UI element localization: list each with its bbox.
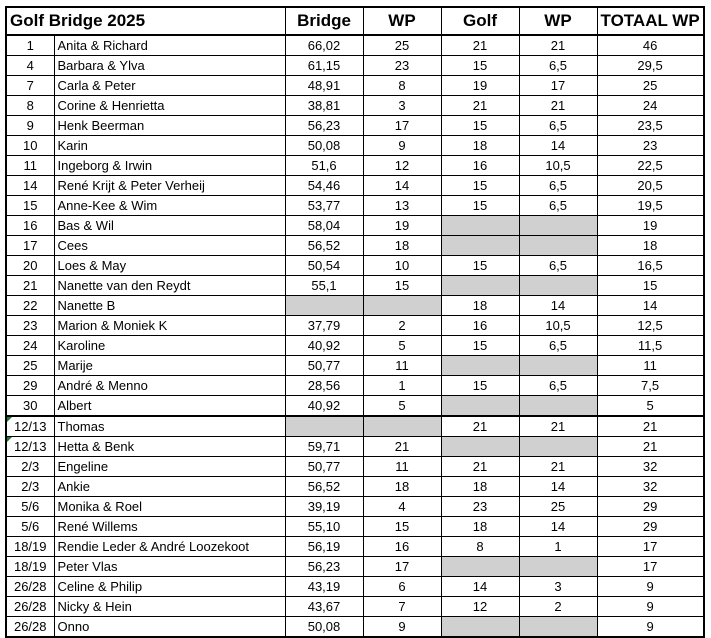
bridge-wp-cell[interactable]: 9 <box>363 617 441 638</box>
golf-cell[interactable]: 23 <box>441 497 519 517</box>
golf-wp-cell[interactable]: 1 <box>519 537 597 557</box>
bridge-cell[interactable]: 43,19 <box>285 577 363 597</box>
rank-cell[interactable]: 21 <box>6 276 54 296</box>
golf-wp-cell[interactable]: 6,5 <box>519 336 597 356</box>
rank-cell[interactable]: 29 <box>6 376 54 396</box>
golf-cell[interactable]: 21 <box>441 35 519 56</box>
bridge-wp-cell[interactable]: 6 <box>363 577 441 597</box>
total-wp-cell[interactable]: 19,5 <box>597 196 704 216</box>
golf-cell[interactable]: 16 <box>441 156 519 176</box>
bridge-wp-cell[interactable]: 3 <box>363 96 441 116</box>
bridge-cell[interactable]: 50,77 <box>285 457 363 477</box>
bridge-wp-cell[interactable]: 15 <box>363 517 441 537</box>
golf-cell[interactable] <box>441 617 519 638</box>
table-row <box>6 557 704 577</box>
name-cell[interactable]: Karin <box>54 136 285 156</box>
bridge-cell[interactable]: 40,92 <box>285 396 363 417</box>
golf-wp-cell[interactable]: 3 <box>519 577 597 597</box>
golf-wp-cell[interactable]: 10,5 <box>519 156 597 176</box>
total-wp-cell[interactable]: 12,5 <box>597 316 704 336</box>
golf-cell[interactable]: 19 <box>441 76 519 96</box>
bridge-wp-cell[interactable]: 13 <box>363 196 441 216</box>
table-row <box>6 356 704 376</box>
total-wp-cell[interactable]: 19 <box>597 216 704 236</box>
bridge-cell[interactable]: 43,67 <box>285 597 363 617</box>
name-cell[interactable]: Albert <box>54 396 285 417</box>
golf-wp-cell[interactable]: 14 <box>519 517 597 537</box>
rank-cell[interactable]: 17 <box>6 236 54 256</box>
bridge-wp-cell[interactable] <box>363 416 441 437</box>
bridge-cell[interactable]: 50,77 <box>285 356 363 376</box>
bridge-cell[interactable]: 56,52 <box>285 236 363 256</box>
golf-cell[interactable]: 15 <box>441 196 519 216</box>
golf-cell[interactable]: 15 <box>441 116 519 136</box>
table-row <box>6 156 704 176</box>
rank-cell[interactable]: 9 <box>6 116 54 136</box>
rank-cell[interactable]: 16 <box>6 216 54 236</box>
golf-wp-cell[interactable]: 6,5 <box>519 196 597 216</box>
table-row <box>6 376 704 396</box>
rank-cell[interactable]: 11 <box>6 156 54 176</box>
golf-wp-cell[interactable] <box>519 216 597 236</box>
total-wp-cell[interactable]: 25 <box>597 76 704 96</box>
bridge-cell[interactable]: 50,54 <box>285 256 363 276</box>
name-cell[interactable]: Bas & Wil <box>54 216 285 236</box>
total-wp-cell[interactable]: 32 <box>597 477 704 497</box>
bridge-cell[interactable]: 50,08 <box>285 136 363 156</box>
rank-cell[interactable]: 24 <box>6 336 54 356</box>
name-cell[interactable]: Henk Beerman <box>54 116 285 136</box>
name-cell[interactable]: René Willems <box>54 517 285 537</box>
name-cell[interactable]: Cees <box>54 236 285 256</box>
golf-cell[interactable] <box>441 356 519 376</box>
table-row <box>6 136 704 156</box>
rank-cell[interactable]: 26/28 <box>6 577 54 597</box>
bridge-cell[interactable]: 53,77 <box>285 196 363 216</box>
name-cell[interactable]: Anita & Richard <box>54 35 285 56</box>
total-wp-cell[interactable]: 11 <box>597 356 704 376</box>
rank-cell[interactable]: 26/28 <box>6 597 54 617</box>
table-row <box>6 256 704 276</box>
rank-cell[interactable]: 18/19 <box>6 537 54 557</box>
golf-wp-cell[interactable]: 6,5 <box>519 376 597 396</box>
table-row <box>6 517 704 537</box>
bridge-wp-cell[interactable]: 16 <box>363 537 441 557</box>
table-row <box>6 597 704 617</box>
total-wp-cell[interactable]: 20,5 <box>597 176 704 196</box>
total-wp-cell[interactable]: 9 <box>597 577 704 597</box>
bridge-cell[interactable]: 38,81 <box>285 96 363 116</box>
rank-cell[interactable]: 5/6 <box>6 497 54 517</box>
total-wp-cell[interactable]: 11,5 <box>597 336 704 356</box>
bridge-wp-cell[interactable]: 14 <box>363 176 441 196</box>
golf-wp-cell[interactable] <box>519 236 597 256</box>
name-cell[interactable]: Marion & Moniek K <box>54 316 285 336</box>
total-wp-cell[interactable]: 9 <box>597 597 704 617</box>
bridge-cell[interactable]: 58,04 <box>285 216 363 236</box>
bridge-cell[interactable]: 37,79 <box>285 316 363 336</box>
golf-cell[interactable]: 15 <box>441 256 519 276</box>
bridge-cell[interactable]: 55,10 <box>285 517 363 537</box>
table-row <box>6 336 704 356</box>
name-cell[interactable]: Corine & Henrietta <box>54 96 285 116</box>
bridge-cell[interactable]: 48,91 <box>285 76 363 96</box>
total-wp-cell[interactable]: 21 <box>597 416 704 437</box>
header-total-wp[interactable]: TOTAAL WP <box>597 7 704 35</box>
table-row <box>6 216 704 236</box>
rank-cell[interactable]: 14 <box>6 176 54 196</box>
rank-text: 12/13 <box>13 419 47 434</box>
golf-cell[interactable]: 15 <box>441 336 519 356</box>
rank-cell[interactable]: 15 <box>6 196 54 216</box>
golf-wp-cell[interactable]: 14 <box>519 136 597 156</box>
bridge-wp-cell[interactable]: 18 <box>363 236 441 256</box>
total-wp-cell[interactable]: 5 <box>597 396 704 417</box>
name-cell[interactable]: Thomas <box>54 416 285 437</box>
name-cell[interactable]: Marije <box>54 356 285 376</box>
total-wp-cell[interactable]: 17 <box>597 537 704 557</box>
bridge-wp-cell[interactable]: 12 <box>363 156 441 176</box>
total-wp-cell[interactable]: 7,5 <box>597 376 704 396</box>
golf-wp-cell[interactable]: 25 <box>519 497 597 517</box>
header-golf-wp[interactable]: WP <box>519 7 597 35</box>
bridge-cell[interactable]: 61,15 <box>285 56 363 76</box>
golf-wp-cell[interactable]: 14 <box>519 477 597 497</box>
total-wp-cell[interactable]: 23,5 <box>597 116 704 136</box>
name-cell[interactable]: Ankie <box>54 477 285 497</box>
golf-cell[interactable]: 18 <box>441 477 519 497</box>
error-marker-icon <box>7 417 12 422</box>
bridge-cell[interactable]: 56,23 <box>285 557 363 577</box>
rank-cell[interactable]: 18/19 <box>6 557 54 577</box>
bridge-wp-cell[interactable]: 21 <box>363 437 441 457</box>
table-row <box>6 236 704 256</box>
golf-wp-cell[interactable]: 6,5 <box>519 256 597 276</box>
table-row <box>6 276 704 296</box>
total-wp-cell[interactable]: 14 <box>597 296 704 316</box>
table-row <box>6 296 704 316</box>
golf-wp-cell[interactable]: 21 <box>519 35 597 56</box>
bridge-cell[interactable]: 51,6 <box>285 156 363 176</box>
table-row <box>6 416 704 437</box>
golf-wp-cell[interactable]: 6,5 <box>519 116 597 136</box>
table-row <box>6 537 704 557</box>
golf-cell[interactable]: 15 <box>441 176 519 196</box>
name-cell[interactable]: René Krijt & Peter Verheij <box>54 176 285 196</box>
golf-cell[interactable]: 18 <box>441 136 519 156</box>
golf-cell[interactable]: 16 <box>441 316 519 336</box>
bridge-cell[interactable]: 59,71 <box>285 437 363 457</box>
name-cell[interactable]: Rendie Leder & André Loozekoot <box>54 537 285 557</box>
bridge-cell[interactable]: 55,1 <box>285 276 363 296</box>
error-marker-icon <box>7 437 12 442</box>
table-row <box>6 196 704 216</box>
total-wp-cell[interactable]: 29,5 <box>597 56 704 76</box>
total-wp-cell[interactable]: 29 <box>597 497 704 517</box>
bridge-wp-cell[interactable]: 23 <box>363 56 441 76</box>
rank-cell[interactable]: 8 <box>6 96 54 116</box>
name-cell[interactable]: André & Menno <box>54 376 285 396</box>
bridge-wp-cell[interactable]: 2 <box>363 316 441 336</box>
bridge-cell[interactable]: 50,08 <box>285 617 363 638</box>
bridge-cell[interactable]: 66,02 <box>285 35 363 56</box>
bridge-wp-cell[interactable]: 25 <box>363 35 441 56</box>
bridge-wp-cell[interactable]: 17 <box>363 557 441 577</box>
rank-cell[interactable]: 26/28 <box>6 617 54 638</box>
rank-cell[interactable]: 7 <box>6 76 54 96</box>
total-wp-cell[interactable]: 29 <box>597 517 704 537</box>
total-wp-cell[interactable]: 17 <box>597 557 704 577</box>
name-cell[interactable]: Peter Vlas <box>54 557 285 577</box>
rank-text: 12/13 <box>13 439 47 454</box>
golf-wp-cell[interactable]: 6,5 <box>519 176 597 196</box>
bridge-cell[interactable]: 56,23 <box>285 116 363 136</box>
golf-wp-cell[interactable]: 17 <box>519 76 597 96</box>
table-row <box>6 96 704 116</box>
golf-cell[interactable] <box>441 396 519 417</box>
name-cell[interactable]: Engeline <box>54 457 285 477</box>
rank-cell[interactable]: 2/3 <box>6 477 54 497</box>
name-cell[interactable]: Celine & Philip <box>54 577 285 597</box>
table-row <box>6 316 704 336</box>
bridge-cell[interactable] <box>285 296 363 316</box>
name-cell[interactable]: Nicky & Hein <box>54 597 285 617</box>
rank-cell[interactable]: 5/6 <box>6 517 54 537</box>
golf-cell[interactable] <box>441 276 519 296</box>
name-cell[interactable]: Barbara & Ylva <box>54 56 285 76</box>
table-row <box>6 35 704 56</box>
bridge-wp-cell[interactable]: 15 <box>363 276 441 296</box>
rank-cell[interactable]: 25 <box>6 356 54 376</box>
golf-wp-cell[interactable]: 21 <box>519 96 597 116</box>
header-row <box>6 7 704 35</box>
header-bridge[interactable]: Bridge <box>285 7 363 35</box>
golf-bridge-table <box>5 6 705 638</box>
golf-wp-cell[interactable]: 14 <box>519 296 597 316</box>
bridge-wp-cell[interactable]: 5 <box>363 396 441 417</box>
header-golf[interactable]: Golf <box>441 7 519 35</box>
total-wp-cell[interactable]: 18 <box>597 236 704 256</box>
table-row <box>6 56 704 76</box>
name-cell[interactable]: Onno <box>54 617 285 638</box>
bridge-cell[interactable]: 54,46 <box>285 176 363 196</box>
bridge-wp-cell[interactable]: 1 <box>363 376 441 396</box>
name-cell[interactable]: Nanette B <box>54 296 285 316</box>
sheet-title[interactable]: Golf Bridge 2025 <box>6 7 285 35</box>
bridge-cell[interactable]: 56,52 <box>285 477 363 497</box>
golf-cell[interactable] <box>441 216 519 236</box>
bridge-cell[interactable]: 56,19 <box>285 537 363 557</box>
bridge-wp-cell[interactable]: 9 <box>363 136 441 156</box>
golf-cell[interactable]: 21 <box>441 96 519 116</box>
rank-cell[interactable]: 20 <box>6 256 54 276</box>
table-row <box>6 617 704 638</box>
table-row <box>6 76 704 96</box>
table-row <box>6 437 704 457</box>
golf-cell[interactable] <box>441 236 519 256</box>
name-cell[interactable]: Loes & May <box>54 256 285 276</box>
rank-cell[interactable]: 23 <box>6 316 54 336</box>
golf-cell[interactable]: 8 <box>441 537 519 557</box>
rank-cell[interactable] <box>6 437 54 457</box>
golf-wp-cell[interactable]: 21 <box>519 416 597 437</box>
total-wp-cell[interactable]: 15 <box>597 276 704 296</box>
bridge-wp-cell[interactable] <box>363 296 441 316</box>
golf-cell[interactable] <box>441 437 519 457</box>
bridge-cell[interactable]: 40,92 <box>285 336 363 356</box>
golf-wp-cell[interactable] <box>519 356 597 376</box>
bridge-cell[interactable]: 28,56 <box>285 376 363 396</box>
rank-cell[interactable]: 10 <box>6 136 54 156</box>
total-wp-cell[interactable]: 46 <box>597 35 704 56</box>
golf-cell[interactable]: 15 <box>441 376 519 396</box>
bridge-wp-cell[interactable]: 11 <box>363 457 441 477</box>
bridge-wp-cell[interactable]: 8 <box>363 76 441 96</box>
golf-wp-cell[interactable] <box>519 557 597 577</box>
bridge-wp-cell[interactable]: 4 <box>363 497 441 517</box>
bridge-wp-cell[interactable]: 18 <box>363 477 441 497</box>
table-row <box>6 176 704 196</box>
table-row <box>6 477 704 497</box>
name-cell[interactable]: Carla & Peter <box>54 76 285 96</box>
table-row <box>6 457 704 477</box>
total-wp-cell[interactable]: 32 <box>597 457 704 477</box>
total-wp-cell[interactable]: 16,5 <box>597 256 704 276</box>
rank-cell[interactable]: 1 <box>6 35 54 56</box>
name-cell[interactable]: Hetta & Benk <box>54 437 285 457</box>
bridge-wp-cell[interactable]: 11 <box>363 356 441 376</box>
total-wp-cell[interactable]: 23 <box>597 136 704 156</box>
golf-wp-cell[interactable] <box>519 617 597 638</box>
bridge-wp-cell[interactable]: 10 <box>363 256 441 276</box>
name-cell[interactable]: Nanette van den Reydt <box>54 276 285 296</box>
total-wp-cell[interactable]: 22,5 <box>597 156 704 176</box>
rank-cell[interactable]: 4 <box>6 56 54 76</box>
golf-wp-cell[interactable]: 2 <box>519 597 597 617</box>
golf-cell[interactable]: 14 <box>441 577 519 597</box>
golf-wp-cell[interactable] <box>519 396 597 417</box>
bridge-wp-cell[interactable]: 19 <box>363 216 441 236</box>
golf-cell[interactable]: 15 <box>441 56 519 76</box>
bridge-cell[interactable] <box>285 416 363 437</box>
bridge-wp-cell[interactable]: 5 <box>363 336 441 356</box>
table-row <box>6 497 704 517</box>
total-wp-cell[interactable]: 9 <box>597 617 704 638</box>
rank-cell[interactable]: 2/3 <box>6 457 54 477</box>
name-cell[interactable]: Ingeborg & Irwin <box>54 156 285 176</box>
table-row <box>6 116 704 136</box>
golf-cell[interactable]: 18 <box>441 296 519 316</box>
rank-cell[interactable]: 30 <box>6 396 54 417</box>
golf-cell[interactable]: 12 <box>441 597 519 617</box>
name-cell[interactable]: Monika & Roel <box>54 497 285 517</box>
total-wp-cell[interactable]: 24 <box>597 96 704 116</box>
table-row <box>6 577 704 597</box>
total-wp-cell[interactable]: 21 <box>597 437 704 457</box>
golf-wp-cell[interactable]: 6,5 <box>519 56 597 76</box>
golf-wp-cell[interactable]: 21 <box>519 457 597 477</box>
bridge-wp-cell[interactable]: 7 <box>363 597 441 617</box>
name-cell[interactable]: Karoline <box>54 336 285 356</box>
golf-wp-cell[interactable] <box>519 437 597 457</box>
golf-cell[interactable]: 21 <box>441 416 519 437</box>
golf-cell[interactable]: 21 <box>441 457 519 477</box>
header-bridge-wp[interactable]: WP <box>363 7 441 35</box>
bridge-cell[interactable]: 39,19 <box>285 497 363 517</box>
golf-wp-cell[interactable] <box>519 276 597 296</box>
table-row <box>6 396 704 417</box>
rank-cell[interactable]: 22 <box>6 296 54 316</box>
golf-cell[interactable]: 18 <box>441 517 519 537</box>
bridge-wp-cell[interactable]: 17 <box>363 116 441 136</box>
golf-wp-cell[interactable]: 10,5 <box>519 316 597 336</box>
rank-cell[interactable] <box>6 416 54 437</box>
golf-cell[interactable] <box>441 557 519 577</box>
name-cell[interactable]: Anne-Kee & Wim <box>54 196 285 216</box>
